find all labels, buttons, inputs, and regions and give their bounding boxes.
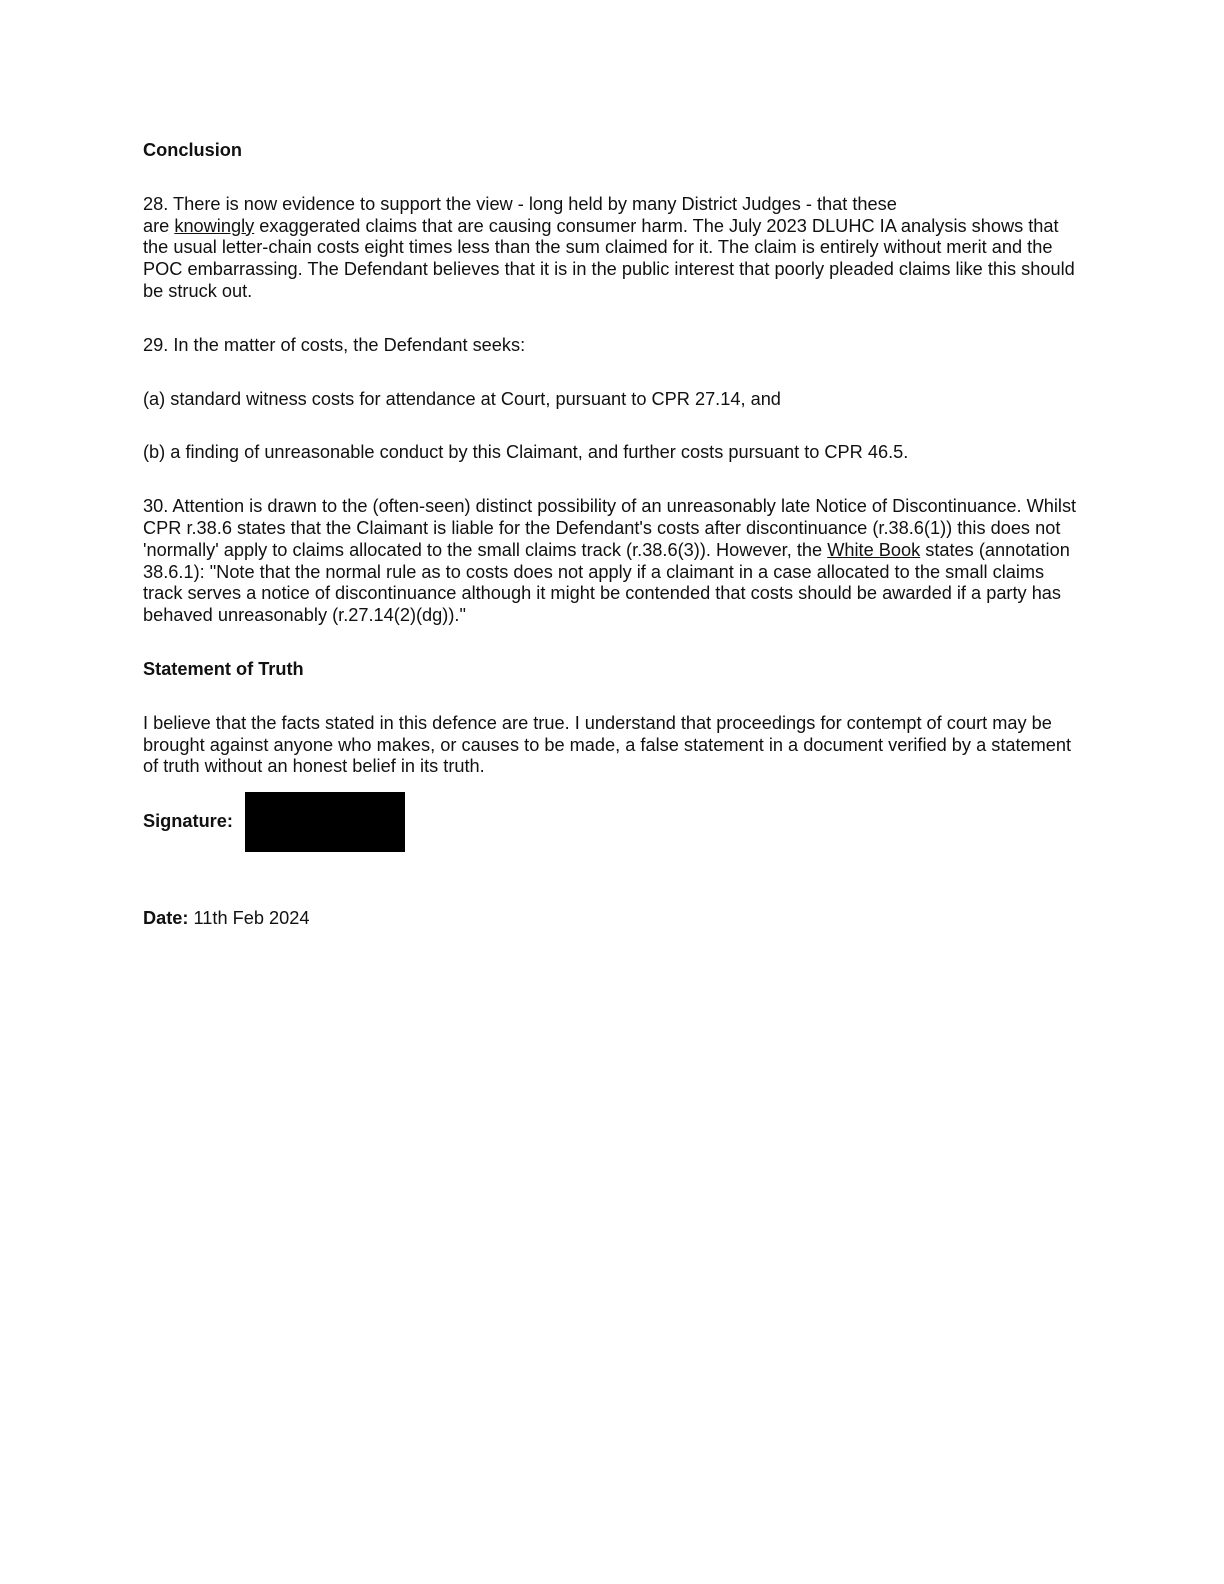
paragraph-28-line1: 28. There is now evidence to support the view - long held by many District Judges - that these: [143, 193, 897, 214]
paragraph-28-rest: exaggerated claims that are causing consumer harm. The July 2023 DLUHC IA analysis shows that the usual letter-chain costs eight times less than the sum claimed for it. The claim is entirely without merit and the POC embarrassing. The Defendant believes that it is in the public interest that poorly pleaded claims like this should be struck out.: [143, 215, 1075, 301]
date-label: Date:: [143, 908, 189, 929]
paragraph-28: [143, 194, 1083, 303]
date-row: [143, 908, 1083, 930]
document-body: [143, 140, 1083, 930]
conclusion-heading: Conclusion: [143, 140, 243, 160]
paragraph-28-emphasis: knowingly: [174, 215, 255, 236]
statement-of-truth-text: I believe that the facts stated in this defence are true. I understand that proceedings for contempt of court may be brought against anyone who makes, or causes to be made, a false statement in a document verified by a statement of truth without an honest belief in its truth.: [143, 712, 1072, 777]
paragraph-30-pre: 30. Attention is drawn to the (often-seen) distinct possibility of an unreasonably late Notice of Discontinuance. Whilst CPR r.38.6 states that the Claimant is liable for the Defendant's costs after discontinuance (r.38.6(1)) this does not 'normally' apply to claims allocated to the small claims track (r.38.6(3)). However, the: [143, 496, 1077, 560]
signature-row: [143, 792, 1083, 852]
signature-label: Signature:: [143, 811, 233, 832]
statement-of-truth-heading: Statement of Truth: [143, 658, 304, 679]
paragraph-30-rest: states (annotation 38.6.1): "Note that the normal rule as to costs does not apply if a claimant in a case allocated to the small claims track serves a notice of discontinuance although it might be contended that costs should be awarded if a party has behaved unreasonably (r.27.14(2)(dg)).": [143, 539, 1070, 626]
paragraph-29b: (b) a finding of unreasonable conduct by this Claimant, and further costs pursuant to CPR 46.5.: [143, 442, 909, 463]
paragraph-29a: (a) standard witness costs for attendance at Court, pursuant to CPR 27.14, and: [143, 388, 781, 409]
date-value: 11th Feb 2024: [188, 908, 310, 929]
white-book-reference: White Book: [827, 539, 921, 560]
paragraph-30: [143, 496, 1083, 627]
signature-redaction: [245, 792, 405, 852]
paragraph-28-pre: are: [143, 215, 175, 236]
paragraph-29: 29. In the matter of costs, the Defendant seeks:: [143, 334, 526, 355]
